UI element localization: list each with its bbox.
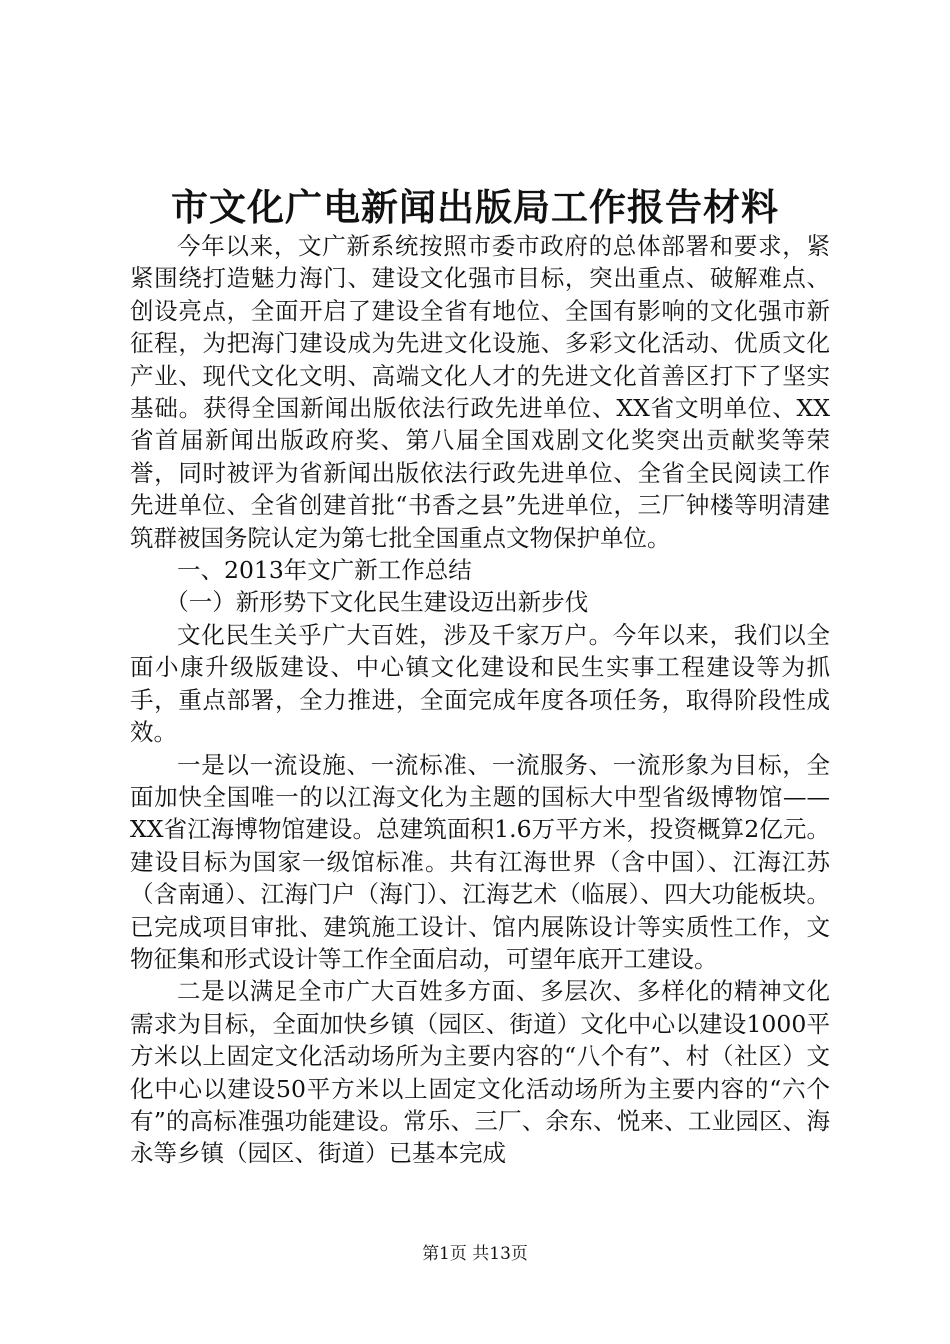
document-body — [130, 230, 830, 1170]
section-heading: 一、2013年文广新工作总结 — [177, 556, 472, 585]
page-footer: 第1页 共13页 — [422, 1244, 528, 1264]
subsection-heading: （一）新形势下文化民生建设迈出新步伐 — [165, 588, 589, 617]
paragraph-intro: 今年以来，文广新系统按照市委市政府的总体部署和要求，紧紧围绕打造魅力海门、建设文化强市目标，突出重点、破解难点、创设亮点，全面开启了建设全省有地位、全国有影响的文化强市新征程，为把海门建设成为先进文化设施、多彩文化活动、优质文化产业、现代文化文明、高端文化人才的先进文化首善区打下了坚实基础。获得全国新闻出版依法行政先进单位、XX省文明单位、XX省首届新闻出版政府奖、第八届全国戏剧文化奖突出贡献奖等荣誉，同时被评为省新闻出版依法行政先进单位、全省全民阅读工作先进单位、全省创建首批“书香之县”先进单位，三厂钟楼等明清建筑群被国务院认定为第七批全国重点文物保护单位。 — [130, 232, 830, 552]
paragraph-culture-centers: 二是以满足全市广大百姓多方面、多层次、多样化的精神文化需求为目标，全面加快乡镇（园区、街道）文化中心以建设1000平方米以上固定文化活动场所为主要内容的“八个有”、村（社区）文化中心以建设50平方米以上固定文化活动场所为主要内容的“六个有”的高标准强功能建设。常乐、三厂、余东、悦来、工业园区、海永等乡镇（园区、街道）已基本完成 — [130, 977, 830, 1168]
document-title: 市文化广电新闻出版局工作报告材料 — [171, 185, 779, 229]
paragraph-museum: 一是以一流设施、一流标准、一流服务、一流形象为目标，全面加快全国唯一的以江海文化为主题的国标大中型省级博物馆——XX省江海博物馆建设。总建筑面积1.6万平方米，投资概算2亿元。建设目标为国家一级馆标准。共有江海世界（含中国）、江海江苏（含南通）、江海门户（海门）、江海艺术（临展）、四大功能板块。已完成项目审批、建筑施工设计、馆内展陈设计等实质性工作，文物征集和形式设计等工作全面启动，可望年底开工建设。 — [130, 750, 830, 973]
paragraph-livelihood: 文化民生关乎广大百姓，涉及千家万户。今年以来，我们以全面小康升级版建设、中心镇文化建设和民生实事工程建设等为抓手，重点部署，全力推进，全面完成年度各项任务，取得阶段性成效。 — [130, 620, 830, 747]
